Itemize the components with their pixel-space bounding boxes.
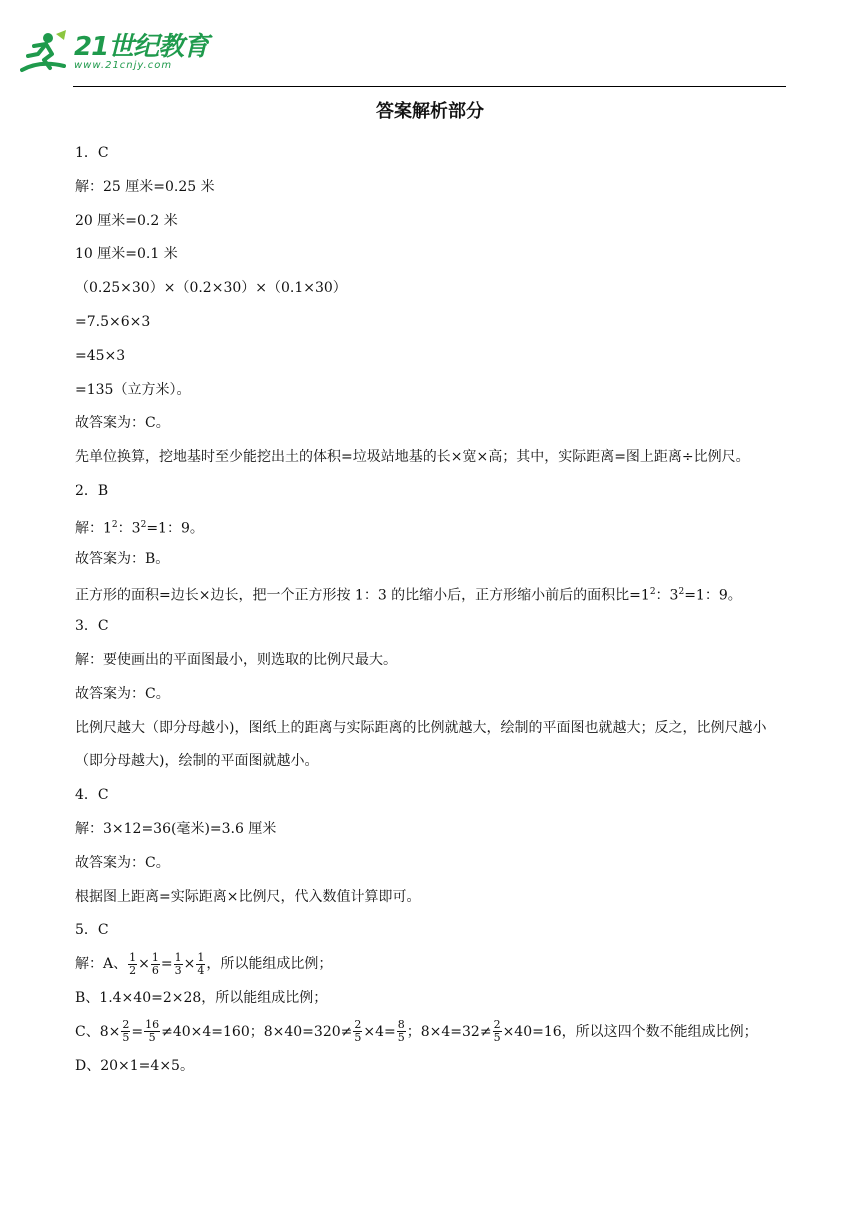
q4-number: 4．C	[75, 787, 109, 804]
fraction: $\frac{1}{2}$	[129, 950, 137, 977]
q4-analysis: 根据图上距离=实际距离×比例尺，代入数值计算即可。	[75, 888, 421, 905]
q5-option-b: B、1.4×40=2×28，所以能组成比例；	[75, 989, 328, 1006]
q1-step-3: 10 厘米=0.1 米	[75, 246, 178, 263]
fraction: $\frac{16}{5}$	[145, 1018, 160, 1045]
q1-step-5: =7.5×6×3	[75, 313, 151, 330]
q4-solution: 解：3×12=36(毫米)=3.6 厘米	[75, 820, 277, 837]
q3-solution: 解：要使画出的平面图最小，则选取的比例尺最大。	[75, 651, 397, 668]
q5-option-a: 解：A、 $\frac{1}{2}$ × $\frac{1}{6}$ = $\frac{1}{3}$ × $\frac{1}{4}$ ，所以能组成比例；	[75, 950, 333, 977]
logo-url-text: www.21cnjy.com	[74, 60, 173, 71]
q1-step-2: 20 厘米=0.2 米	[75, 212, 178, 229]
q1-step-6: =45×3	[75, 347, 126, 364]
q4-answer: 故答案为：C。	[75, 854, 170, 871]
page-header	[20, 30, 800, 86]
q1-analysis: 先单位换算，挖地基时至少能挖出土的体积=垃圾站地基的长×宽×高；其中，实际距离=图上距离÷比例尺。	[75, 449, 750, 466]
q5-option-d: D、20×1=4×5。	[75, 1057, 194, 1074]
q3-number: 3．C	[75, 618, 109, 635]
page-title: 答案解析部分	[376, 101, 484, 122]
fraction: $\frac{1}{3}$	[174, 950, 182, 977]
q2-analysis: 正方形的面积=边长×边长，把一个正方形按 1：3 的比缩小后，正方形缩小前后的面积比$=1^2$：$3^2=1$：9。	[75, 587, 742, 605]
q1-step-7: =135（立方米）。	[75, 381, 191, 398]
q5-number: 5．C	[75, 922, 109, 939]
q2-solution: 解：$1^2$：$3^2=1$：9。	[75, 519, 204, 537]
fraction: $\frac{2}{5}$	[493, 1018, 501, 1045]
q1-number: 1．C	[75, 145, 109, 161]
logo-main-text: 21世纪教育	[74, 32, 209, 62]
q2-number: 2．B	[75, 482, 109, 499]
fraction: $\frac{8}{5}$	[397, 1018, 405, 1045]
logo	[20, 30, 208, 76]
fraction: $\frac{1}{6}$	[151, 950, 159, 977]
runner-logo-icon	[20, 30, 70, 76]
q1-step-4: （0.25×30）×（0.2×30）×（0.1×30）	[75, 280, 347, 297]
header-divider	[73, 86, 786, 87]
q3-analysis: 比例尺越大（即分母越小)，图纸上的距离与实际距离的比例就越大，绘制的平面图也就越大；反之，比例尺越小（即分母越大)，绘制的平面图就越小。	[75, 719, 767, 770]
q3-answer: 故答案为：C。	[75, 685, 170, 702]
fraction: $\frac{2}{5}$	[354, 1018, 362, 1045]
answer-content	[75, 137, 790, 1083]
fraction: $\frac{1}{4}$	[197, 950, 205, 977]
q2-answer: 故答案为：B。	[75, 550, 170, 567]
fraction: $\frac{2}{5}$	[122, 1018, 130, 1045]
q5-option-c: C、8× $\frac{2}{5}$ = $\frac{16}{5}$ ≠40×4=160；8×40=320≠ $\frac{2}{5}$ ×4= $\frac{8}{5}$ ；8×4=32≠ $\frac{2}{5}$ ×40=16，所以这四个数不能组成比例；	[75, 1018, 758, 1045]
q1-step-1: 解：25 厘米=0.25 米	[75, 178, 215, 195]
q1-answer: 故答案为：C。	[75, 415, 170, 432]
